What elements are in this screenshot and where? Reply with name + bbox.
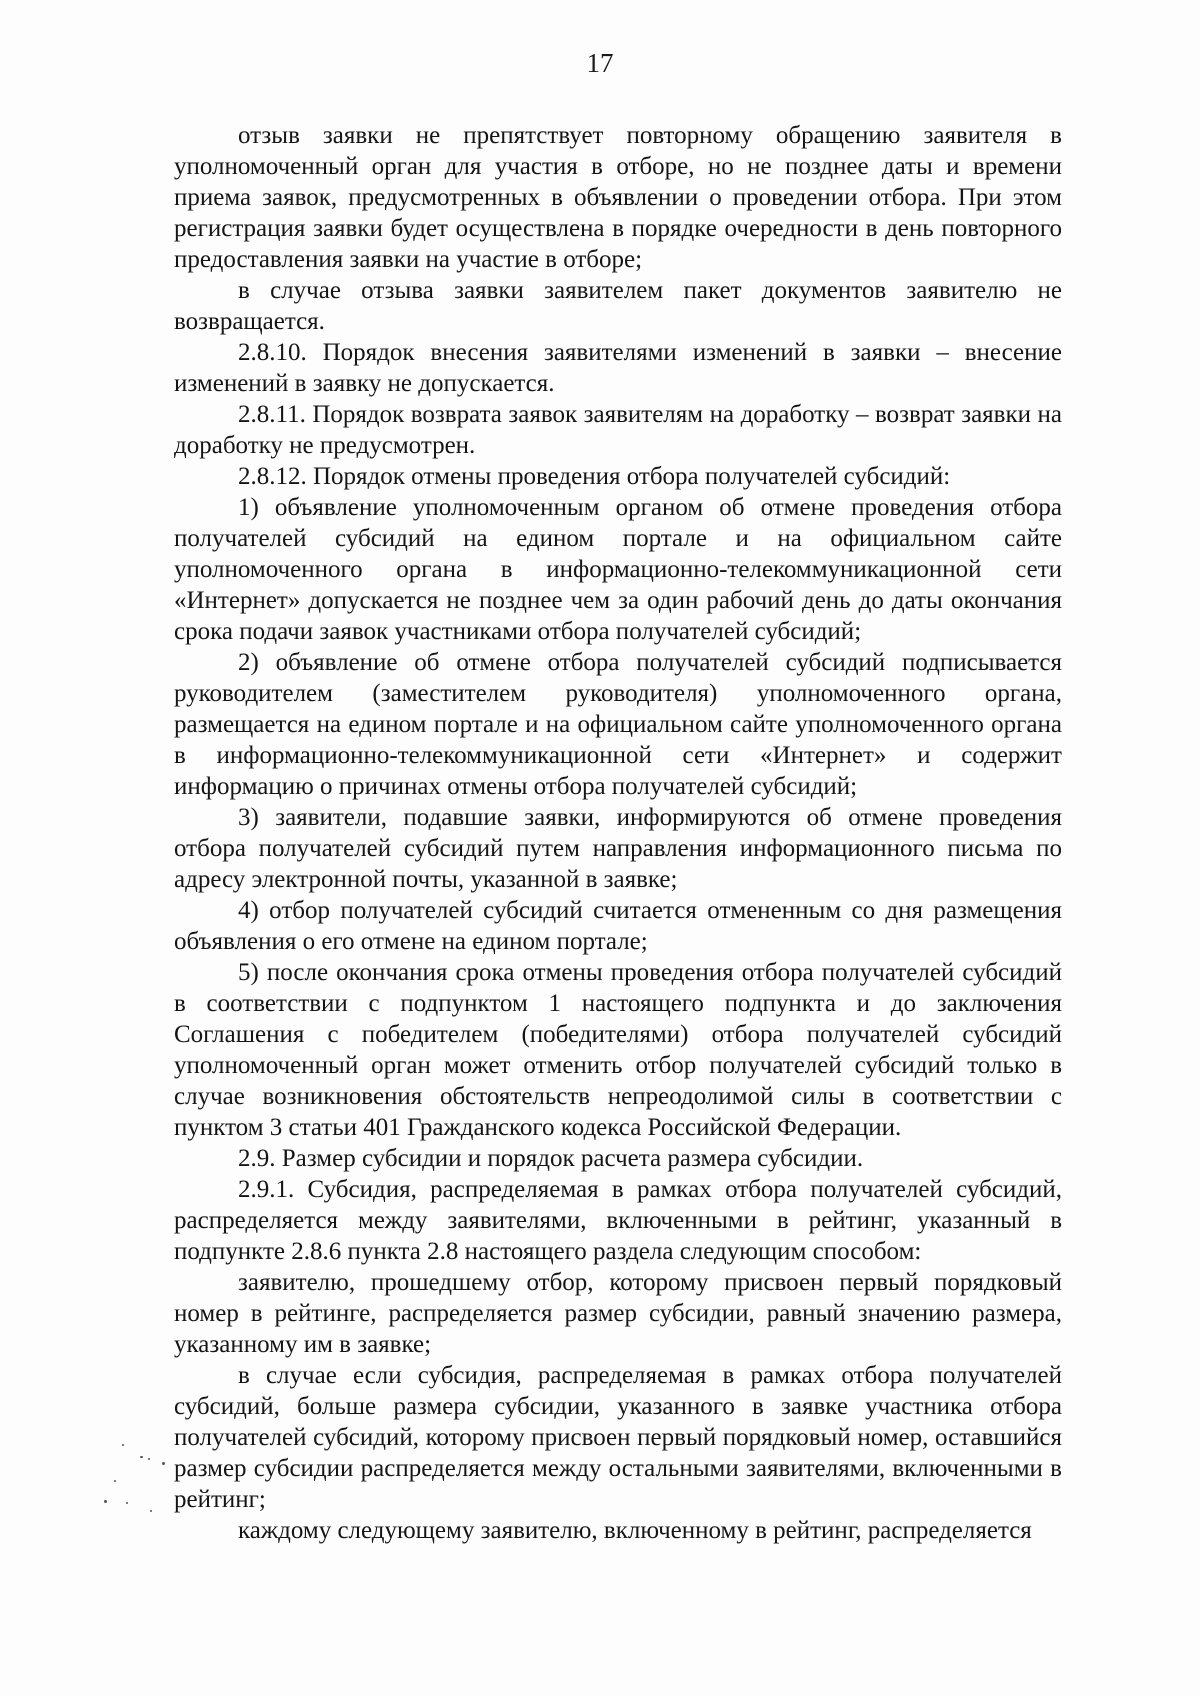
paragraph: 3) заявители, подавшие заявки, информируются об отмене проведения отбора получателей субсидий путем направления информационного письма по адресу электронной почты, указанной в заявке; (174, 804, 1062, 893)
scan-specks (100, 1440, 170, 1520)
paragraph: 2.8.11. Порядок возврата заявок заявителям на доработку – возврат заявки на доработку не предусмотрен. (174, 401, 1062, 459)
paragraph: 2.8.10. Порядок внесения заявителями изменений в заявки – внесение изменений в заявку не допускается. (174, 339, 1062, 397)
page-number: 17 (586, 48, 614, 78)
paragraph: 5) после окончания срока отмены проведения отбора получателей субсидий в соответствии с подпунктом 1 настоящего подпункта и до заключения Соглашения с победителем (победителями) отбора получателей субсидий уполномоченный орган может отменить отбор получателей субсидий только в случае возникновения обстоятельств непреодолимой силы в соответствии с пунктом 3 статьи 401 Гражданского кодекса Российской Федерации. (174, 959, 1062, 1141)
document-body (174, 120, 1062, 1546)
paragraph: каждому следующему заявителю, включенному в рейтинг, распределяется (238, 1517, 1032, 1544)
paragraph: 2.9.1. Субсидия, распределяемая в рамках отбора получателей субсидий, распределяется между заявителями, включенными в рейтинг, указанный в подпункте 2.8.6 пункта 2.8 настоящего раздела следующим способом: (174, 1176, 1062, 1265)
paragraph: 2.8.12. Порядок отмены проведения отбора получателей субсидий: (238, 463, 951, 490)
paragraph: отзыв заявки не препятствует повторному обращению заявителя в уполномоченный орган для участия в отборе, но не позднее даты и времени приема заявок, предусмотренных в объявлении о проведении отбора. При этом регистрация заявки будет осуществлена в порядке очередности в день повторного предоставления заявки на участие в отборе; (174, 122, 1062, 273)
paragraph: заявителю, прошедшему отбор, которому присвоен первый порядковый номер в рейтинге, распределяется размер субсидии, равный значению размера, указанному им в заявке; (174, 1269, 1062, 1358)
paragraph: 4) отбор получателей субсидий считается отмененным со дня размещения объявления о его отмене на едином портале; (174, 897, 1062, 955)
paragraph: 2.9. Размер субсидии и порядок расчета размера субсидии. (238, 1145, 864, 1172)
paragraph: в случае если субсидия, распределяемая в рамках отбора получателей субсидий, больше размера субсидии, указанного в заявке участника отбора получателей субсидий, которому присвоен первый порядковый номер, оставшийся размер субсидии распределяется между остальными заявителями, включенными в рейтинг; (174, 1362, 1062, 1513)
paragraph: в случае отзыва заявки заявителем пакет документов заявителю не возвращается. (174, 277, 1062, 335)
paragraph: 2) объявление об отмене отбора получателей субсидий подписывается руководителем (заместителем руководителя) уполномоченного органа, размещается на едином портале и на официальном сайте уполномоченного органа в информационно-телекоммуникационной сети «Интернет» и содержит информацию о причинах отмены отбора получателей субсидий; (174, 649, 1062, 800)
paragraph: 1) объявление уполномоченным органом об отмене проведения отбора получателей субсидий на едином портале и на официальном сайте уполномоченного органа в информационно-телекоммуникационной сети «Интернет» допускается не позднее чем за один рабочий день до даты окончания срока подачи заявок участниками отбора получателей субсидий; (174, 494, 1062, 645)
